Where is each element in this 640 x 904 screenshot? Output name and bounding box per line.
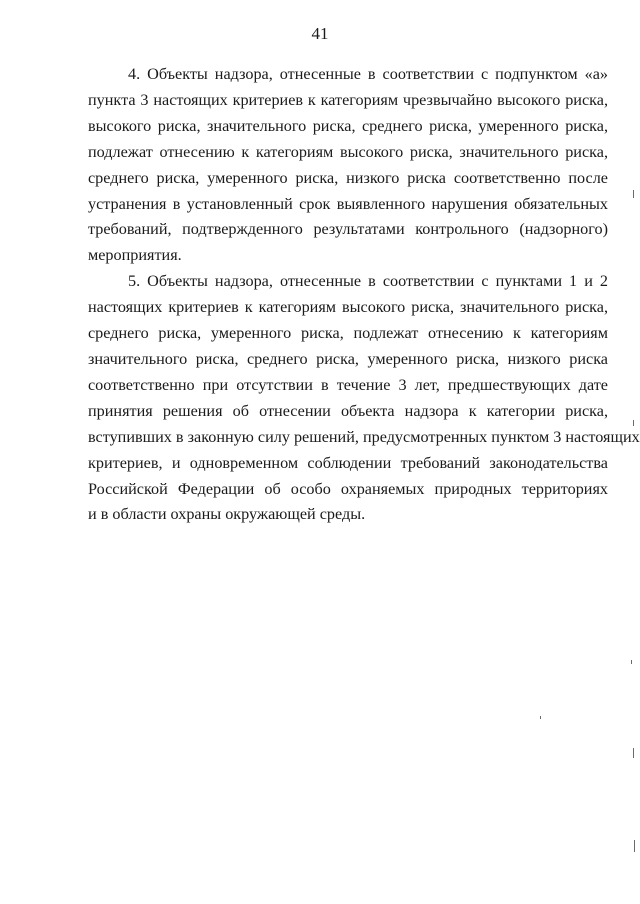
scan-speck [633, 190, 634, 198]
text-line: настоящих критериев к категориям высокого риска, значительного риска, [88, 298, 608, 317]
scan-speck [540, 716, 541, 719]
text-line: критериев, и одновременном соблюдении требований законодательства [88, 453, 608, 472]
text-line: и в области охраны окружающей среды. [88, 505, 366, 524]
text-line: пункта 3 настоящих критериев к категориям чрезвычайно высокого риска, [88, 90, 608, 109]
text-line: принятия решения об отнесении объекта надзора к категории риска, [88, 401, 608, 420]
text-line: 4. Объекты надзора, отнесенные в соответствии с подпунктом «а» [128, 65, 608, 83]
scan-speck [634, 840, 635, 852]
text-line: устранения в установленный срок выявленного нарушения обязательных [88, 194, 608, 213]
scan-speck [633, 420, 634, 426]
text-line: требований, подтвержденного результатами контрольного (надзорного) [88, 220, 608, 239]
page-number: 41 [311, 24, 329, 43]
text-line: вступивших в законную силу решений, предусмотренных пунктом 3 настоящих [88, 427, 640, 446]
scan-speck [633, 748, 634, 758]
scan-speck [631, 660, 632, 664]
text-line: мероприятия. [88, 246, 182, 265]
text-line: среднего риска, умеренного риска, низкого риска соответственно после [88, 168, 608, 187]
document-body [88, 62, 640, 528]
text-line: соответственно при отсутствии в течение 3 лет, предшествующих дате [88, 375, 608, 394]
text-line: среднего риска, умеренного риска, подлежат отнесению к категориям [88, 324, 608, 343]
text-line: Российской Федерации об особо охраняемых природных территориях [88, 479, 608, 498]
text-line: высокого риска, значительного риска, среднего риска, умеренного риска, [88, 116, 608, 135]
text-line: 5. Объекты надзора, отнесенные в соответствии с пунктами 1 и 2 [128, 272, 608, 291]
text-line: подлежат отнесению к категориям высокого риска, значительного риска, [88, 142, 608, 161]
paragraph-4 [88, 62, 608, 269]
paragraph-5 [88, 269, 640, 528]
text-line: значительного риска, среднего риска, умеренного риска, низкого риска [88, 349, 608, 368]
